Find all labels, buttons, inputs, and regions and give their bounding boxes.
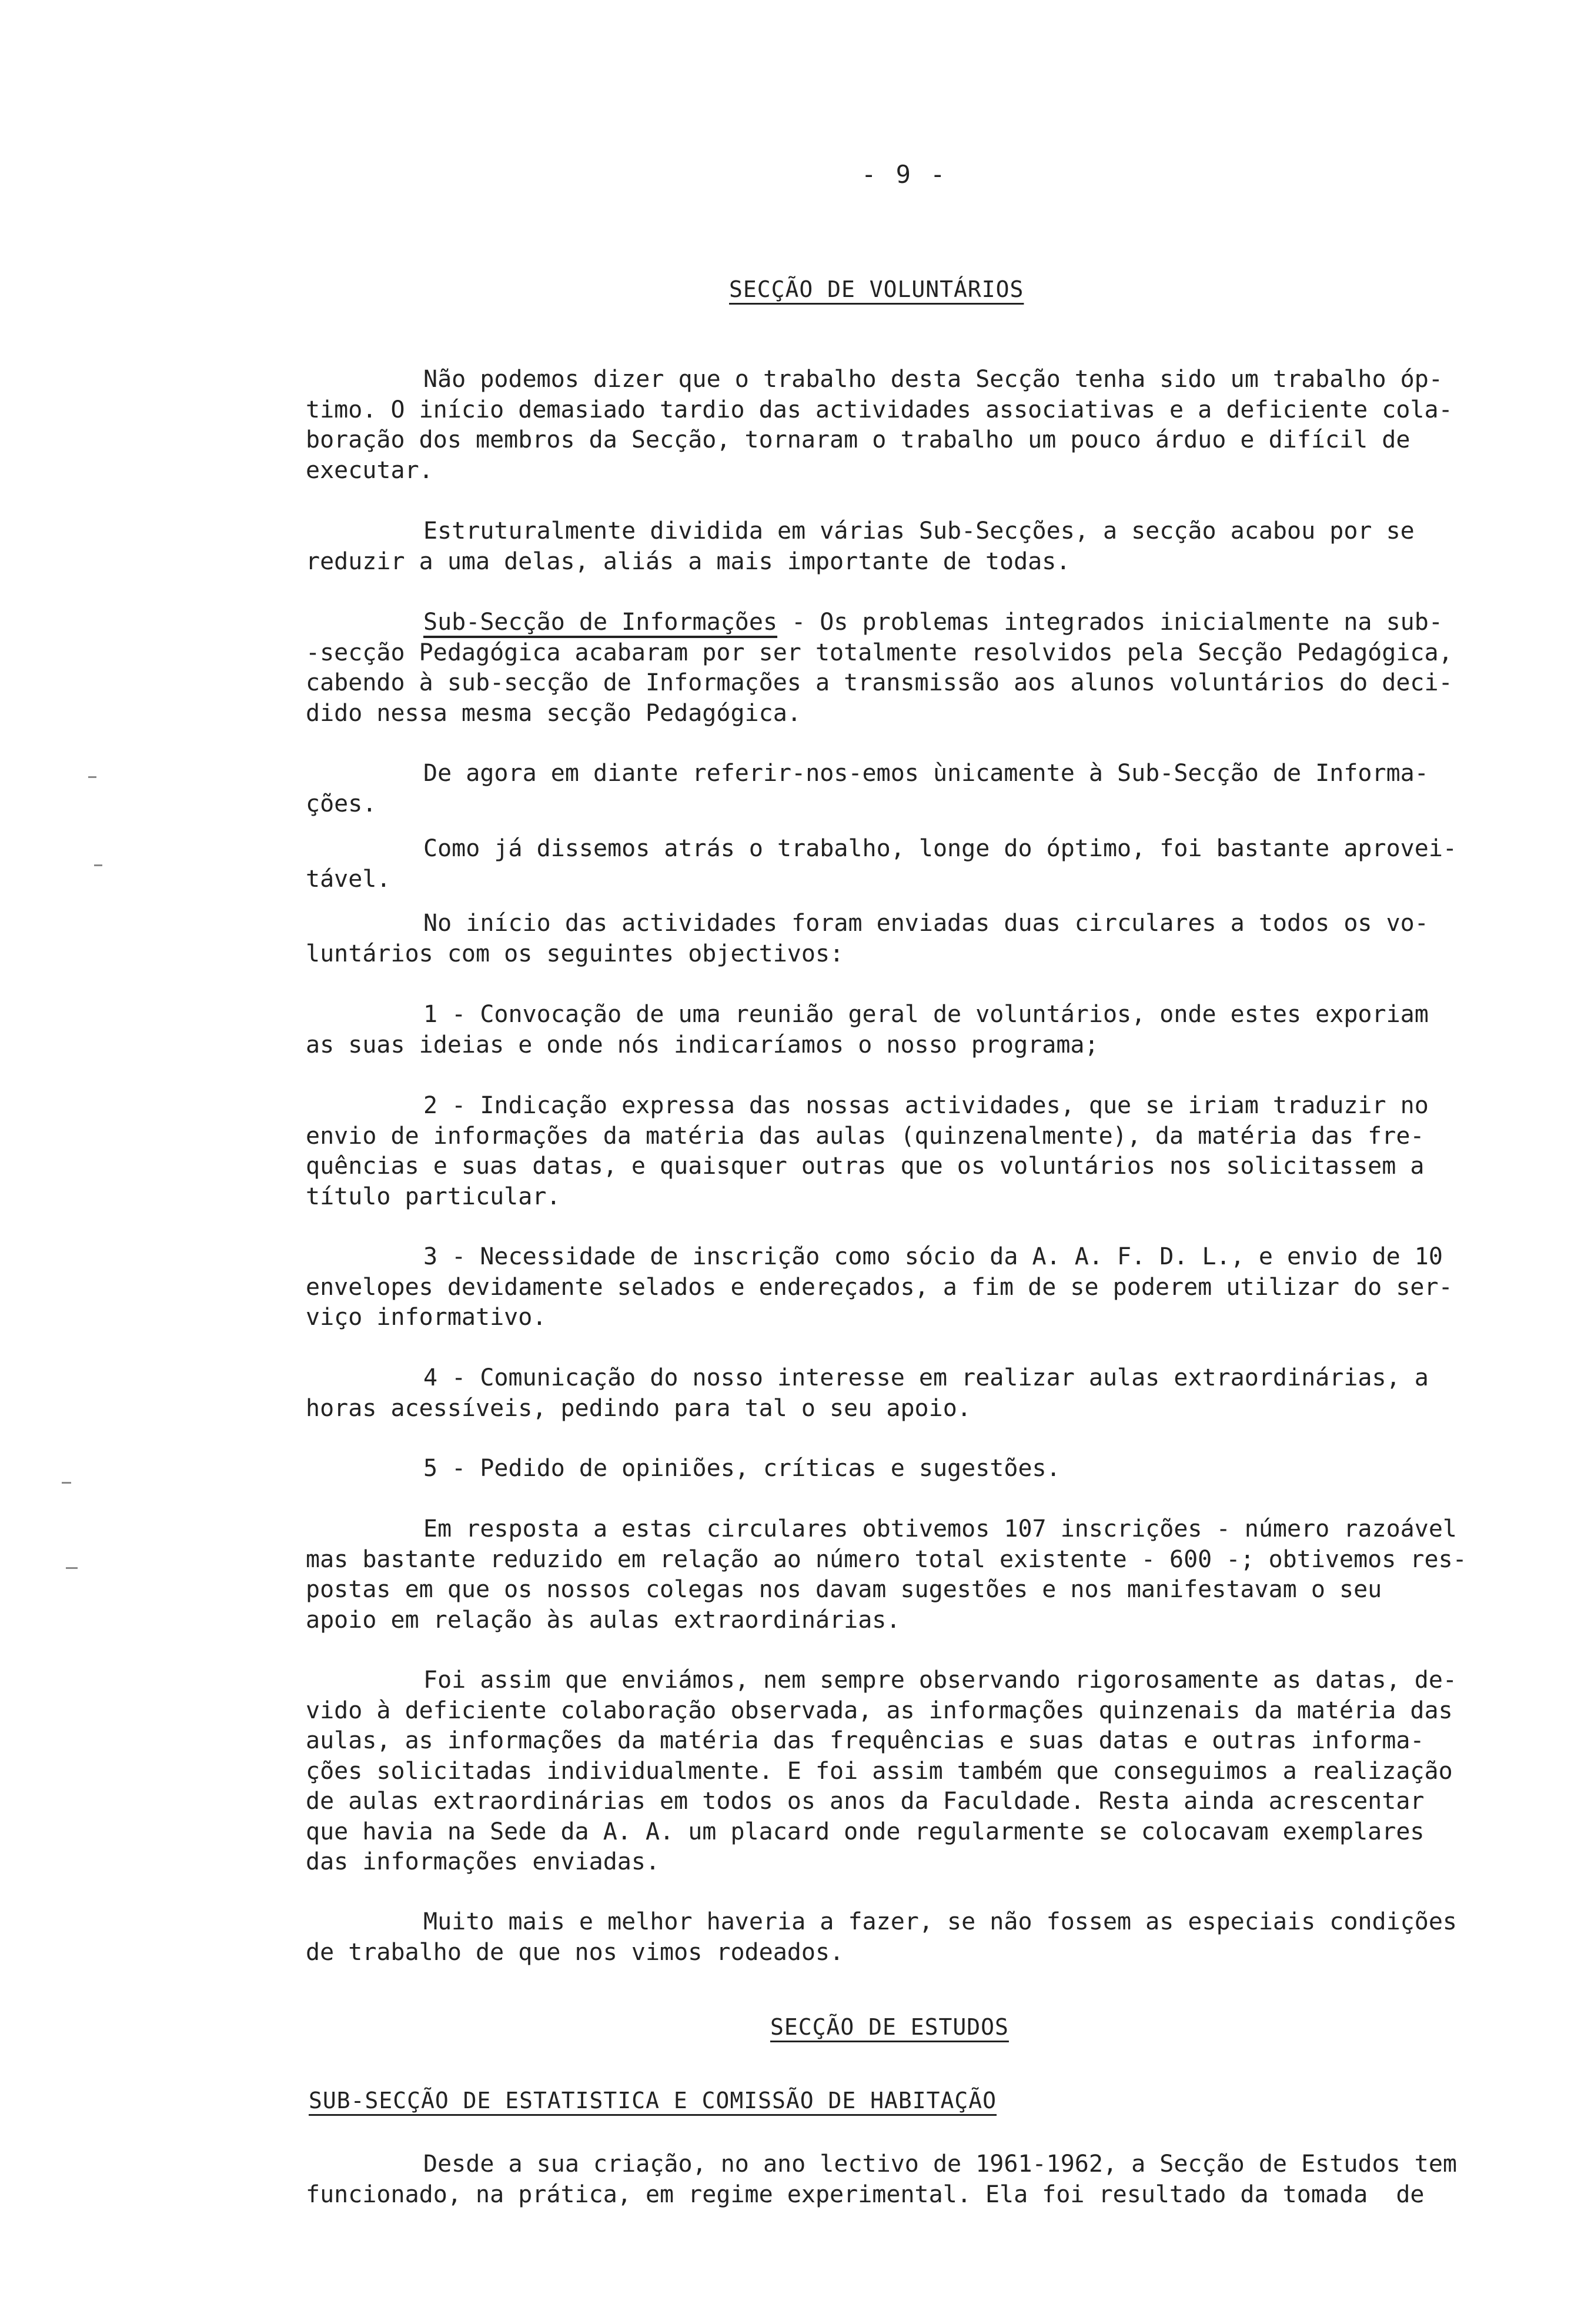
text-line: reduzir a uma delas, aliás a mais importante de todas. <box>306 547 1071 575</box>
text-line: de aulas extraordinárias em todos os anos da Faculdade. Resta ainda acrescentar <box>306 1788 1425 1815</box>
text-line: funcionado, na prática, em regime experimental. Ela foi resultado da tomada de <box>306 2181 1425 2208</box>
text-line: Desde a sua criação, no ano lectivo de 1961-1962, a Secção de Estudos tem <box>423 2151 1457 2178</box>
text-line: Foi assim que enviámos, nem sempre observando rigorosamente as datas, de- <box>423 1667 1457 1694</box>
text-line: título particular. <box>306 1183 561 1210</box>
text-line: horas acessíveis, pedindo para tal o seu apoio. <box>306 1394 971 1422</box>
text-line: viço informativo. <box>306 1304 547 1331</box>
text-line: executar. <box>306 456 433 484</box>
paragraph-intro <box>306 365 1523 486</box>
paragraph-aproveitavel <box>306 834 1523 894</box>
text-line: ções solicitadas individualmente. E foi assim também que conseguimos a realização <box>306 1757 1453 1785</box>
margin-mark <box>66 1567 78 1569</box>
list-item-2 <box>306 1091 1523 1212</box>
list-item-1 <box>306 1000 1523 1060</box>
text-line: timo. O início demasiado tardio das actividades associativas e a deficiente cola- <box>306 396 1453 423</box>
text-line: apoio em relação às aulas extraordinárias. <box>306 1606 901 1634</box>
text-line: Não podemos dizer que o trabalho desta Secção tenha sido um trabalho óp- <box>423 366 1443 393</box>
text-line: Como já dissemos atrás o trabalho, longe do óptimo, foi bastante aprovei- <box>423 835 1457 862</box>
paragraph-envio <box>306 1665 1523 1878</box>
text-line: No início das actividades foram enviadas duas circulares a todos os vo- <box>423 910 1429 937</box>
text-line: cabendo à sub-secção de Informações a transmissão aos alunos voluntários do deci- <box>306 669 1453 696</box>
text-line: -secção Pedagógica acabaram por ser totalmente resolvidos pela Secção Pedagógica, <box>306 639 1453 666</box>
list-item-4 <box>306 1363 1523 1424</box>
text-line: Muito mais e melhor haveria a fazer, se não fossem as especiais condições <box>423 1908 1457 1935</box>
subsection-title-estatistica: SUB-SECÇÃO DE ESTATISTICA E COMISSÃO DE HABITAÇÃO <box>309 2088 997 2113</box>
text-line: 2 - Indicação expressa das nossas actividades, que se iriam traduzir no <box>423 1092 1429 1119</box>
margin-mark <box>62 1482 71 1484</box>
text-line: 1 - Convocação de uma reunião geral de voluntários, onde estes exporiam <box>423 1001 1429 1028</box>
text-line: que havia na Sede da A. A. um placard onde regularmente se colocavam exemplares <box>306 1818 1425 1845</box>
text-line: tável. <box>306 865 391 893</box>
text-line <box>306 607 1523 638</box>
section-title-voluntarios: SECÇÃO DE VOLUNTÁRIOS <box>729 276 1024 302</box>
text-line: mas bastante reduzido em relação ao número total existente - 600 -; obtivemos res- <box>306 1545 1467 1573</box>
text-line: das informações enviadas. <box>306 1848 660 1875</box>
subsection-label: Sub-Secção de Informações <box>423 609 778 636</box>
text-line: ções. <box>306 790 377 817</box>
text-line: 3 - Necessidade de inscrição como sócio da A. A. F. D. L., e envio de 10 <box>423 1243 1443 1270</box>
text-fragment: - Os problemas integrados inicialmente na sub- <box>777 609 1443 636</box>
list-item-3 <box>306 1242 1523 1333</box>
paragraph-referencia <box>306 759 1523 819</box>
text-line: as suas ideias e onde nós indicaríamos o nosso programa; <box>306 1031 1099 1059</box>
paragraph-conclusao <box>306 1907 1523 1968</box>
list-item-5 <box>306 1454 1523 1484</box>
text-line: Em resposta a estas circulares obtivemos 107 inscrições - número razoável <box>423 1515 1457 1542</box>
page-number: - 9 - <box>861 160 948 189</box>
text-line: 5 - Pedido de opiniões, críticas e sugestões. <box>423 1455 1061 1482</box>
paragraph-structure <box>306 516 1523 577</box>
text-line: De agora em diante referir-nos-emos ùnicamente à Sub-Secção de Informa- <box>423 760 1429 787</box>
text-line: de trabalho de que nos vimos rodeados. <box>306 1938 844 1966</box>
text-line: luntários com os seguintes objectivos: <box>306 940 844 967</box>
paragraph-resposta <box>306 1514 1523 1635</box>
margin-mark <box>88 776 96 778</box>
text-line: postas em que os nossos colegas nos davam sugestões e nos manifestavam o seu <box>306 1576 1382 1603</box>
text-line: dido nessa mesma secção Pedagógica. <box>306 699 801 727</box>
text-line: quências e suas datas, e quaisquer outras que os voluntários nos solicitassem a <box>306 1153 1425 1180</box>
paragraph-circulares <box>306 909 1523 969</box>
text-line: envio de informações da matéria das aulas (quinzenalmente), da matéria das fre- <box>306 1122 1425 1150</box>
paragraph-informacoes <box>306 607 1523 729</box>
text-line: 4 - Comunicação do nosso interesse em realizar aulas extraordinárias, a <box>423 1364 1429 1391</box>
text-line: envelopes devidamente selados e endereçados, a fim de se poderem utilizar do ser- <box>306 1273 1453 1301</box>
text-line: boração dos membros da Secção, tornaram o trabalho um pouco árduo e difícil de <box>306 426 1410 453</box>
text-line: Estruturalmente dividida em várias Sub-Secções, a secção acabou por se <box>423 517 1415 545</box>
margin-mark <box>94 864 102 866</box>
text-line: vido à deficiente colaboração observada, as informações quinzenais da matéria das <box>306 1697 1453 1724</box>
text-line: aulas, as informações da matéria das frequências e suas datas e outras informa- <box>306 1727 1425 1754</box>
section-title-estudos: SECÇÃO DE ESTUDOS <box>770 2014 1009 2040</box>
paragraph-estudos <box>306 2149 1523 2210</box>
